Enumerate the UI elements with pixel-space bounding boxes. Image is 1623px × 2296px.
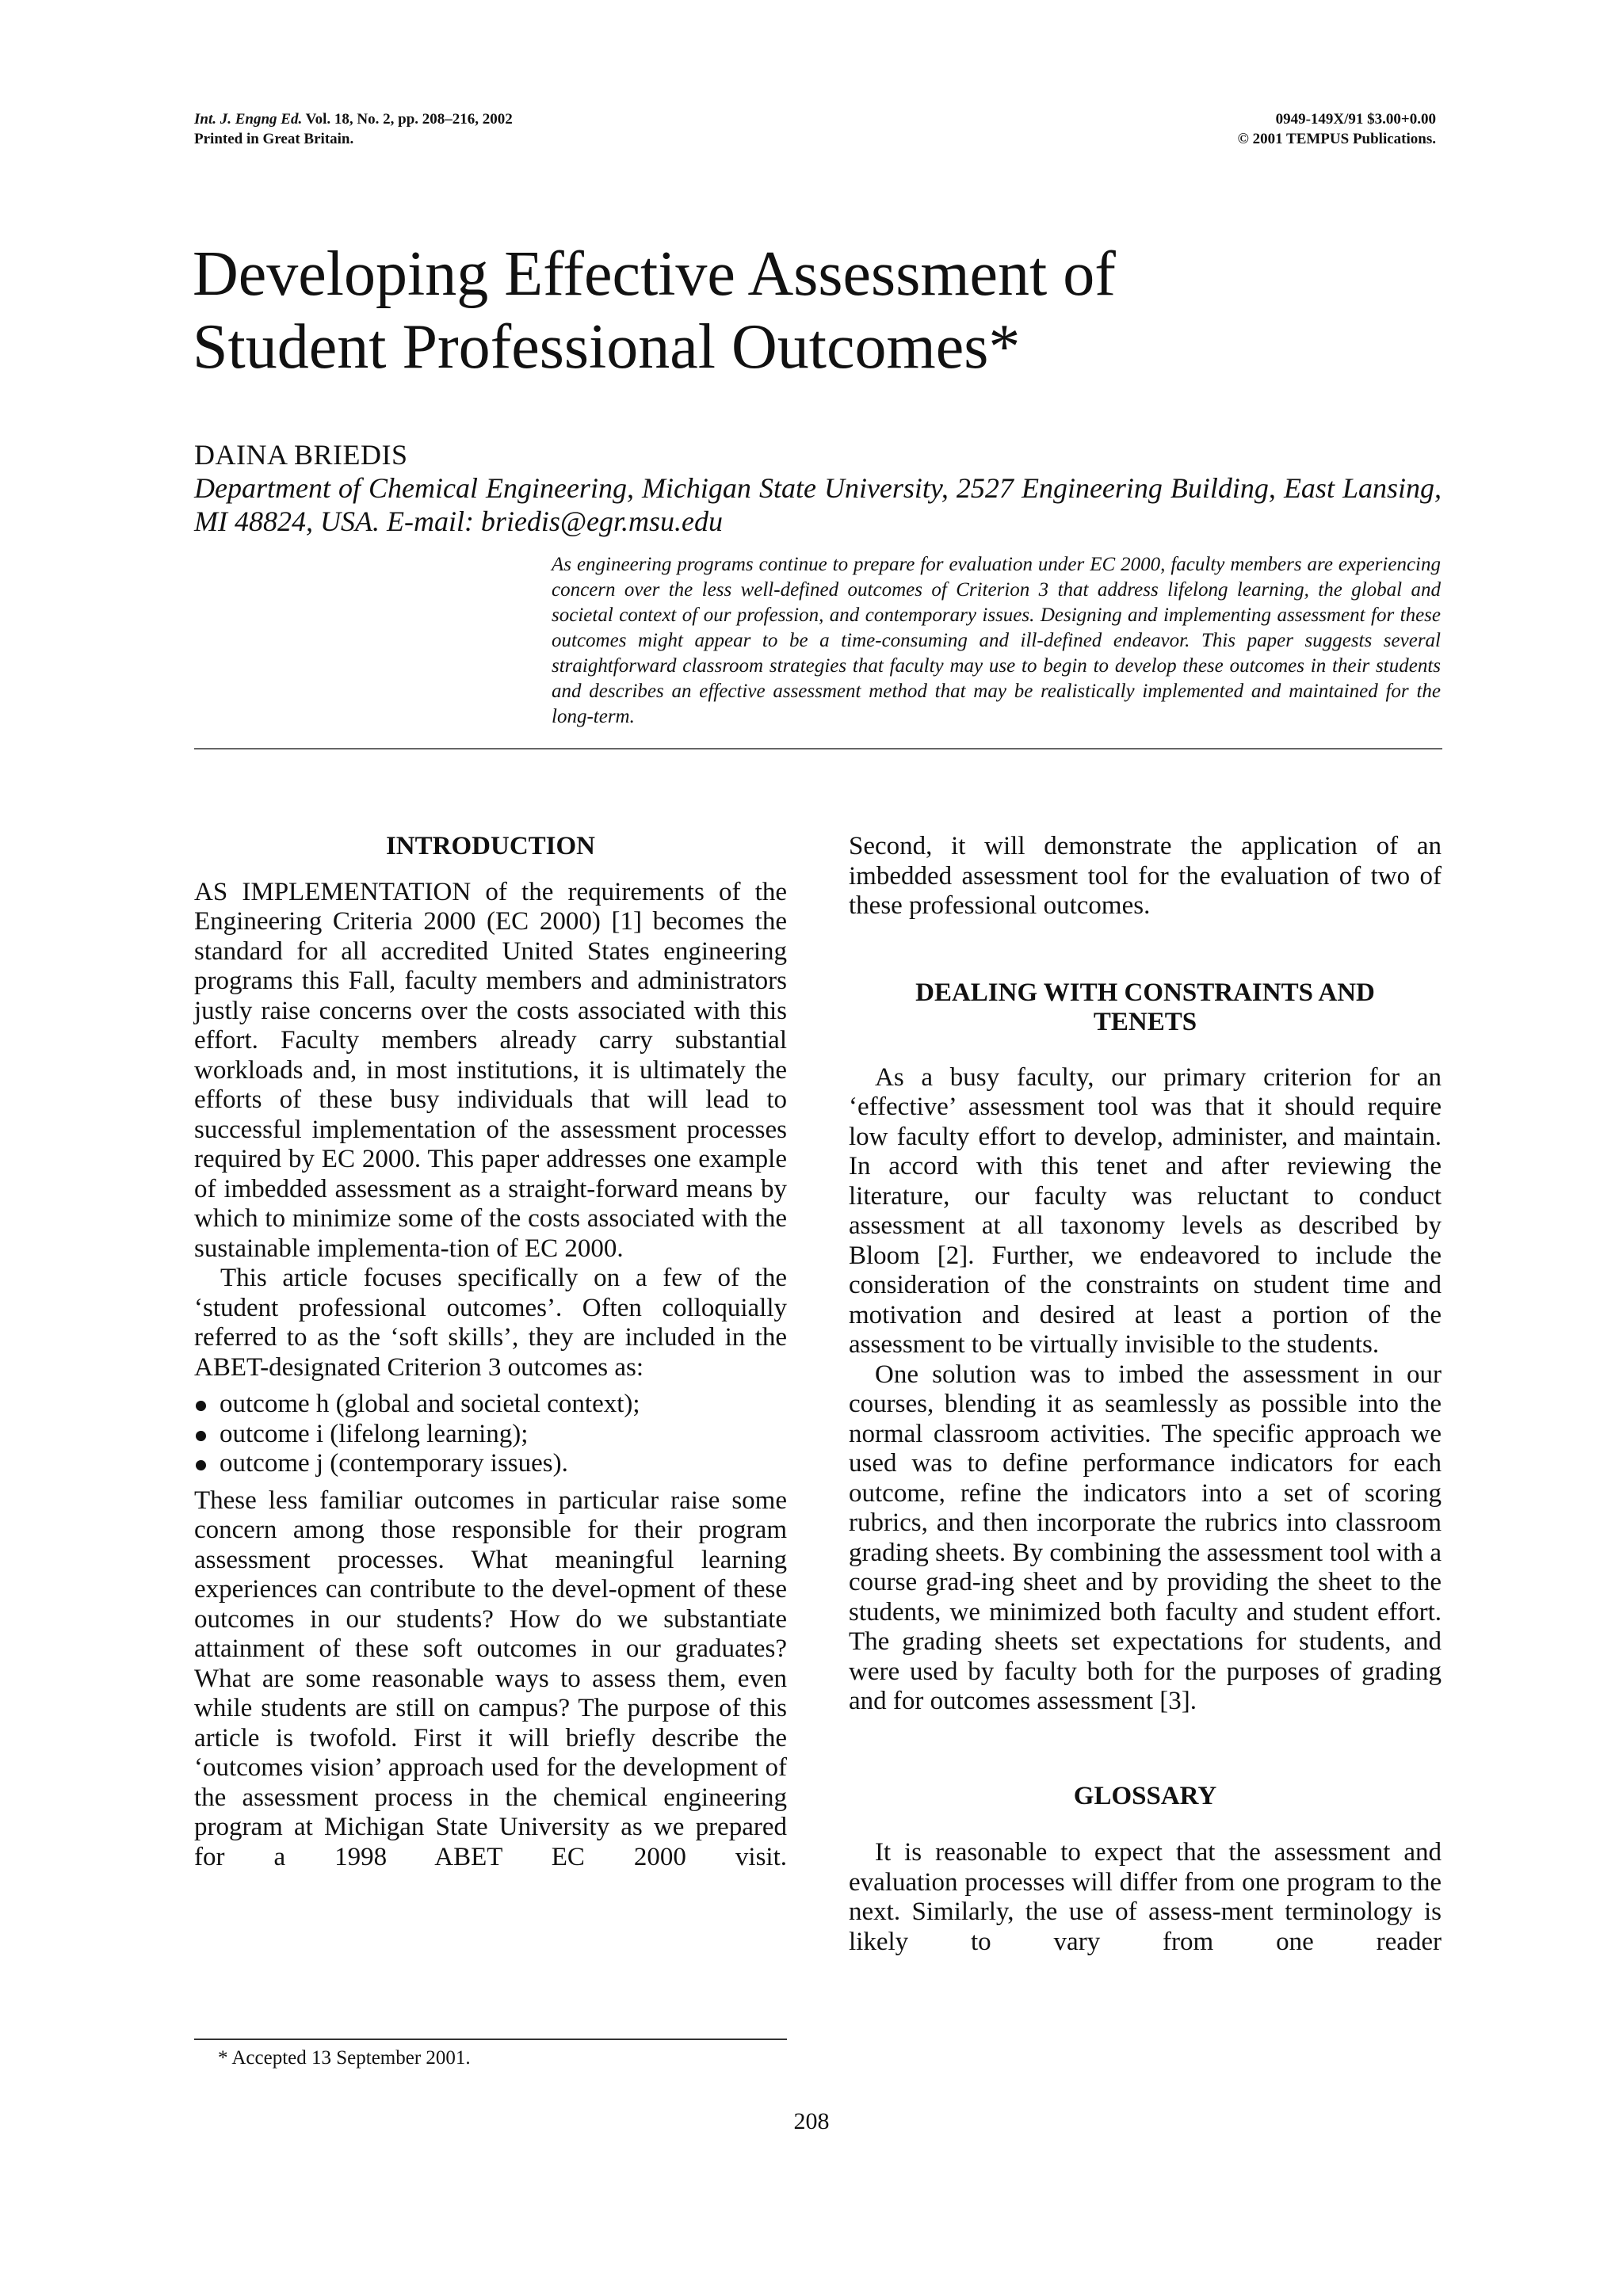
bullet-item	[194, 1390, 787, 1420]
section-heading-glossary: GLOSSARY	[1073, 1781, 1217, 1810]
glossary-paragraph-1: It is reasonable to expect that the assessment and evaluation processes will differ from one program to the next. Similarly, the use of assess-ment terminology is likely to vary from one reader	[849, 1838, 1442, 1956]
paper-title	[193, 238, 1461, 383]
intro-paragraph-1: AS IMPLEMENTATION of the requirements of the Engineering Criteria 2000 (EC 2000) [1] becomes the standard for all accredited United States engineering programs this Fall, faculty members and administrators justly raise concerns over the costs associated with this effort. Faculty members already carry substantial workloads and, in most institutions, it is ultimately the efforts of these busy individuals that will lead to successful implementation of the assessment processes required by EC 2000. This paper addresses one example of imbedded assessment as a straight-forward means by which to minimize some of the costs associated with the sustainable implementa-tion of EC 2000.	[194, 877, 787, 1263]
footnote-divider	[194, 2039, 787, 2040]
bullet-text: outcome h (global and societal context);	[220, 1390, 640, 1418]
bullet-text: outcome i (lifelong learning);	[220, 1419, 529, 1448]
intro-paragraph-2: This article focuses specifically on a few of the ‘student professional outcomes’. Often colloquially referred to as the ‘soft skills’, they are included in the ABET-designated Criterion 3 outcomes as:	[194, 1264, 787, 1382]
title-line-2: Student Professional Outcomes*	[193, 312, 1021, 382]
bullet-icon	[196, 1431, 206, 1441]
issn-price-code: 0949-149X/91 $3.00+0.00	[1275, 111, 1436, 128]
title-line-1: Developing Effective Assessment of	[193, 239, 1116, 309]
running-header-left	[194, 109, 513, 149]
bullet-text: outcome j (contemporary issues).	[220, 1449, 568, 1478]
journal-citation	[194, 109, 513, 129]
section-heading-introduction: INTRODUCTION	[385, 832, 596, 860]
printed-note: Printed in Great Britain.	[194, 131, 354, 147]
section-heading-dealing-with-constraints	[849, 978, 1442, 1038]
bullet-icon	[196, 1460, 206, 1470]
abstract-divider	[194, 748, 1442, 749]
volume-info: Vol. 18, No. 2, pp. 208–216, 2002	[305, 111, 513, 128]
author-affiliation: Department of Chemical Engineering, Michigan State University, 2527 Engineering Building, East Lansing, MI 48824, USA. E-mail: briedis@egr.msu.edu	[194, 472, 1442, 537]
heading-line-1: DEALING WITH CONSTRAINTS AND	[915, 978, 1375, 1007]
author-name: DAINA BRIEDIS	[194, 439, 408, 471]
copyright-line: © 2001 TEMPUS Publications.	[1237, 131, 1436, 147]
outcomes-bullet-list	[194, 1390, 787, 1479]
journal-abbrev: Int. J. Engng Ed.	[194, 111, 303, 128]
heading-line-2: TENETS	[1093, 1008, 1197, 1036]
right-column	[849, 832, 1442, 1957]
dealing-paragraph-1: As a busy faculty, our primary criterion for an ‘effective’ assessment tool was that it should require low faculty effort to develop, administer, and maintain. In accord with this tenet and after reviewing the literature, our faculty was reluctant to conduct assessment at all taxonomy levels as described by Bloom [2]. Further, we endeavored to include the consideration of the constraints on student time and motivation and desired at least a portion of the assessment to be virtually invisible to the students.	[849, 1062, 1442, 1359]
footnote: * Accepted 13 September 2001.	[218, 2047, 471, 2069]
bullet-item	[194, 1420, 787, 1450]
page-number: 208	[793, 2108, 830, 2134]
bullet-item	[194, 1449, 787, 1479]
bullet-icon	[196, 1401, 206, 1411]
running-header-right	[1238, 109, 1436, 149]
intro-paragraph-3: These less familiar outcomes in particular raise some concern among those responsible for their program assessment processes. What meaningful learning experiences can contribute to the devel-opment of these outcomes in our students? How do we substantiate attainment of these soft outcomes in our graduates? What are some reasonable ways to assess them, even while students are still on campus? The purpose of this article is twofold. First it will briefly describe the ‘outcomes vision’ approach used for the development of the assessment process in the chemical engineering program at Michigan State University as we prepared for a 1998 ABET EC 2000 visit.	[194, 1486, 787, 1871]
intro-paragraph-4: Second, it will demonstrate the application of an imbedded assessment tool for the evaluation of two of these professional outcomes.	[849, 832, 1442, 920]
left-column	[194, 832, 787, 1872]
dealing-paragraph-2: One solution was to imbed the assessment in our courses, blending it as seamlessly as possible into the normal classroom activities. The specific approach we used was to define performance indicators for each outcome, refine the indicators into a set of scoring rubrics, and then incorporate the rubrics into classroom grading sheets. By combining the assessment tool with a course grad-ing sheet and by providing the sheet to the students, we minimized both faculty and student effort. The grading sheets set expectations for students, and were used by faculty both for the purposes of grading and for outcomes assessment [3].	[849, 1360, 1442, 1715]
abstract: As engineering programs continue to prepare for evaluation under EC 2000, faculty members are experiencing concern over the less well-defined outcomes of Criterion 3 that address lifelong learning, the global and societal context of our profession, and contemporary issues. Designing and implementing assessment for these outcomes might appear to be a time-consuming and ill-defined endeavor. This paper suggests several straightforward classroom strategies that faculty may use to begin to develop these outcomes in their students and describes an effective assessment method that may be realistically implemented and maintained for the long-term.	[552, 554, 1441, 727]
